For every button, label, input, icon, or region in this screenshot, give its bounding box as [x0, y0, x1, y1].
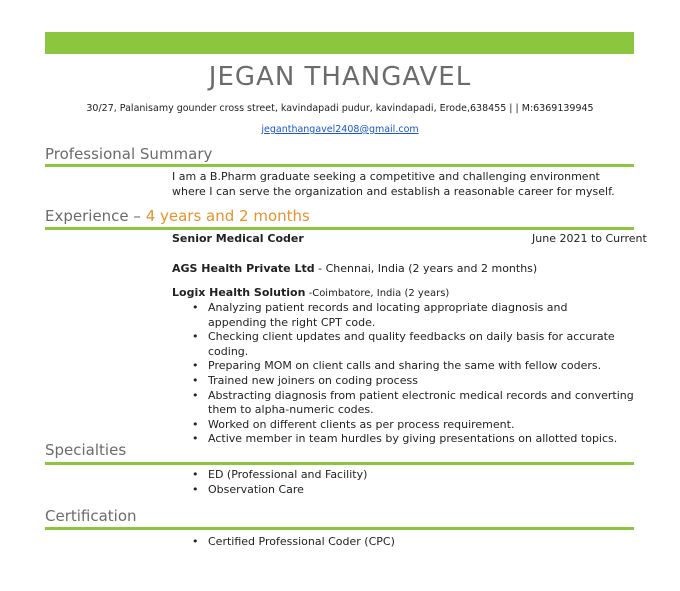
specialties-list: [190, 468, 635, 497]
summary-text: I am a B.Pharm graduate seeking a competitive and challenging environment where I can serve the organization and establish a reasonable career for myself.: [172, 170, 615, 198]
list-item: • ED (Professional and Facility): [190, 468, 635, 483]
section-divider: [45, 227, 634, 230]
company-logix-name: Logix Health Solution: [172, 286, 306, 299]
section-title-specialties: Specialties: [45, 441, 127, 459]
company-ags-detail: - Chennai, India (2 years and 2 months): [314, 262, 538, 275]
company-ags-name: AGS Health Private Ltd: [172, 262, 315, 275]
experience-duration: 4 years and 2 months: [145, 207, 310, 225]
list-item: • Worked on different clients as per process requirement.: [190, 418, 635, 433]
list-item: • Active member in team hurdles by giving presentations on allotted topics.: [190, 432, 635, 447]
list-item: • Certified Professional Coder (CPC): [190, 535, 635, 550]
candidate-name: JEGAN THANGAVEL: [208, 62, 472, 92]
section-title-experience: [45, 207, 310, 225]
experience-bullets: [190, 301, 635, 447]
list-item: • Abstracting diagnosis from patient electronic medical records and converting them to alpha-numeric codes.: [190, 389, 635, 418]
section-title-summary: Professional Summary: [45, 145, 213, 163]
list-item: • Trained new joiners on coding process: [190, 374, 635, 389]
certification-list: [190, 535, 635, 550]
list-item: • Observation Care: [190, 483, 635, 498]
company-logix: [172, 286, 449, 302]
list-item: • Preparing MOM on client calls and sharing the same with fellow coders.: [190, 359, 635, 374]
job-role: Senior Medical Coder: [172, 232, 304, 245]
header-color-bar: [45, 32, 634, 54]
section-title-certification: Certification: [45, 507, 137, 525]
section-divider: [45, 164, 634, 167]
job-dates: June 2021 to Current: [532, 232, 647, 245]
list-item: • Analyzing patient records and locating appropriate diagnosis and appending the right CPT code.: [190, 301, 608, 330]
section-divider: [45, 527, 634, 530]
section-divider: [45, 462, 634, 465]
email-link[interactable]: jeganthangavel2408@gmail.com: [261, 124, 419, 135]
experience-title-label: Experience –: [45, 207, 146, 225]
company-ags: [172, 262, 537, 277]
company-logix-detail: -Coimbatore, India (2 years): [305, 288, 450, 299]
list-item: • Checking client updates and quality feedbacks on daily basis for accurate coding.: [190, 330, 635, 359]
contact-line: 30/27, Palanisamy gounder cross street, kavindapadi pudur, kavindapadi, Erode,638455 | | M:6369139945: [86, 103, 594, 114]
